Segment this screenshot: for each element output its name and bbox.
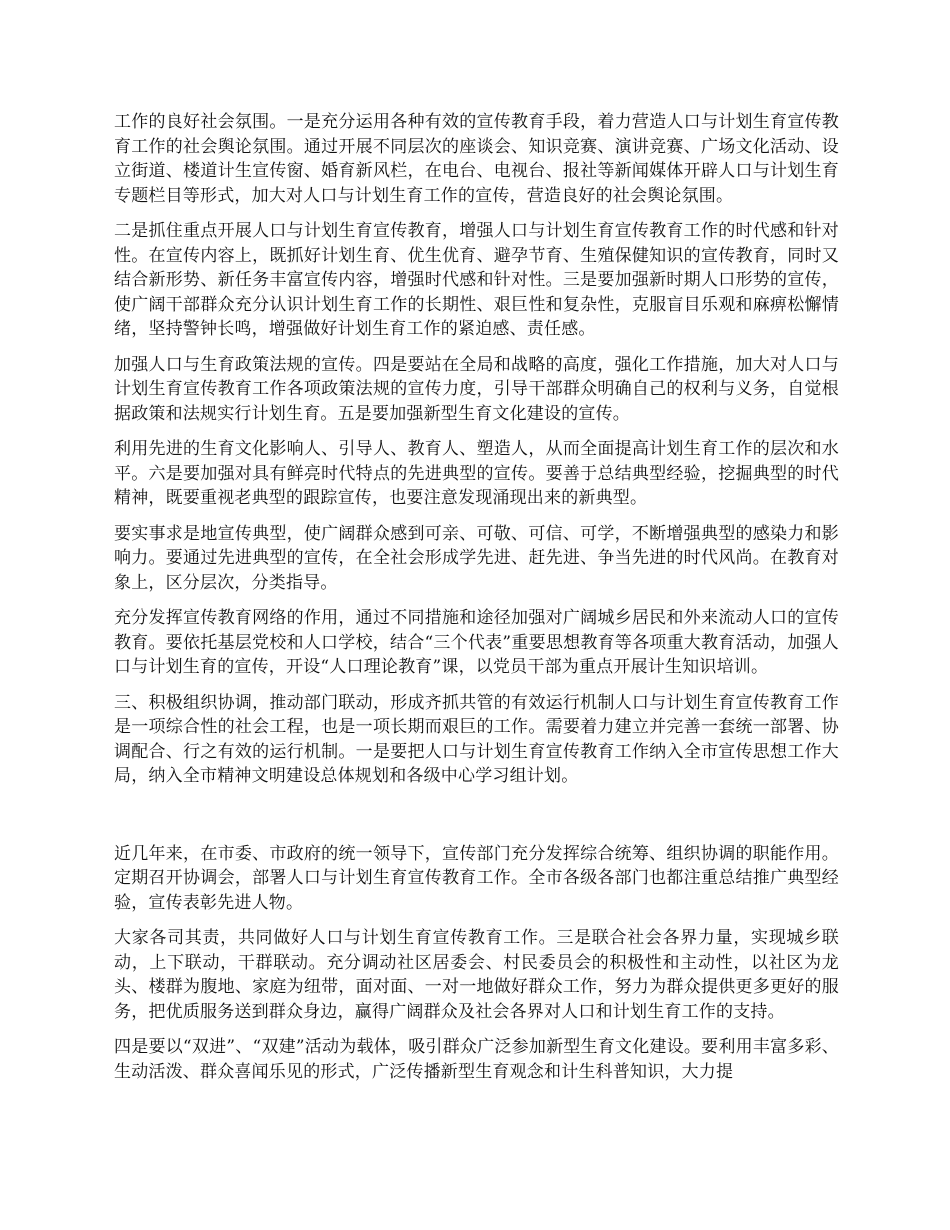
paragraph-1: 工作的良好社会氛围。一是充分运用各种有效的宣传教育手段，着力营造人口与计划生育宣传教育工作的社会舆论氛围。通过开展不同层次的座谈会、知识竞赛、演讲竞赛、广场文化活动、设立街道、楼道计生宣传窗、婚育新风栏，在电台、电视台、报社等新闻媒体开辟人口与计划生育专题栏目等形式，加大对人口与计划生育工作的宣传，营造良好的社会舆论氛围。: [114, 112, 839, 206]
paragraph-9: 大家各司其责，共同做好人口与计划生育宣传教育工作。三是联合社会各界力量，实现城乡联动，上下联动，干群联动。充分调动社区居委会、村民委员会的积极性和主动性，以社区为龙头、楼群为腹地、家庭为纽带，面对面、一对一地做好群众工作，努力为群众提供更多更好的服务，把优质服务送到群众身边，赢得广阔群众及社会各界对人口和计划生育工作的支持。: [114, 928, 839, 1022]
paragraph-8: 近几年来，在市委、市政府的统一领导下，宣传部门充分发挥综合统筹、组织协调的职能作用。定期召开协调会，部署人口与计划生育宣传教育工作。全市各级各部门也都注重总结推广典型经验，宣传表彰先进人物。: [114, 843, 839, 913]
paragraph-10: 四是要以“双进”、“双建”活动为载体，吸引群众广泛参加新型生育文化建设。要利用丰富多彩、生动活泼、群众喜闻乐见的形式，广泛传播新型生育观念和计生科普知识，大力提: [114, 1037, 839, 1082]
paragraph-5: 要实事求是地宣传典型，使广阔群众感到可亲、可敬、可信、可学，不断增强典型的感染力和影响力。要通过先进典型的宣传，在全社会形成学先进、赶先进、争当先进的时代风尚。在教育对象上，区分层次，分类指导。: [114, 523, 839, 593]
paragraph-4: 利用先进的生育文化影响人、引导人、教育人、塑造人，从而全面提高计划生育工作的层次和水平。六是要加强对具有鲜亮时代特点的先进典型的宣传。要善于总结典型经验，挖掘典型的时代精神，既要重视老典型的跟踪宣传，也要注意发现涌现出来的新典型。: [114, 439, 839, 508]
paragraph-6: 充分发挥宣传教育网络的作用，通过不同措施和途径加强对广阔城乡居民和外来流动人口的宣传教育。要依托基层党校和人口学校，结合“三个代表”重要思想教育等各项重大教育活动，加强人口与计划生育的宣传，开设“人口理论教育”课，以党员干部为重点开展计生知识培训。: [114, 608, 839, 677]
section-gap: [114, 800, 839, 842]
paragraph-3: 加强人口与生育政策法规的宣传。四是要站在全局和战略的高度，强化工作措施，加大对人口与计划生育宣传教育工作各项政策法规的宣传力度，引导干部群众明确自己的权利与义务，自觉根据政策和法规实行计划生育。五是要加强新型生育文化建设的宣传。: [114, 354, 839, 424]
paragraph-2: 二是抓住重点开展人口与计划生育宣传教育，增强人口与计划生育宣传教育工作的时代感和针对性。在宣传内容上，既抓好计划生育、优生优育、避孕节育、生殖保健知识的宣传教育，同时又结合新形势、新任务丰富宣传内容，增强时代感和针对性。三是要加强新时期人口形势的宣传，使广阔干部群众充分认识计划生育工作的长期性、艰巨性和复杂性，克服盲目乐观和麻痹松懈情绪，坚持警钟长鸣，增强做好计划生育工作的紧迫感、责任感。: [114, 221, 839, 339]
document-body: [114, 110, 839, 1095]
paragraph-7: 三、积极组织协调，推动部门联动，形成齐抓共管的有效运行机制人口与计划生育宣传教育工作是一项综合性的社会工程，也是一项长期而艰巨的工作。需要着力建立并完善一套统一部署、协调配合、行之有效的运行机制。一是要把人口与计划生育宣传教育工作纳入全市宣传思想工作大局，纳入全市精神文明建设总体规划和各级中心学习组计划。: [114, 692, 839, 786]
